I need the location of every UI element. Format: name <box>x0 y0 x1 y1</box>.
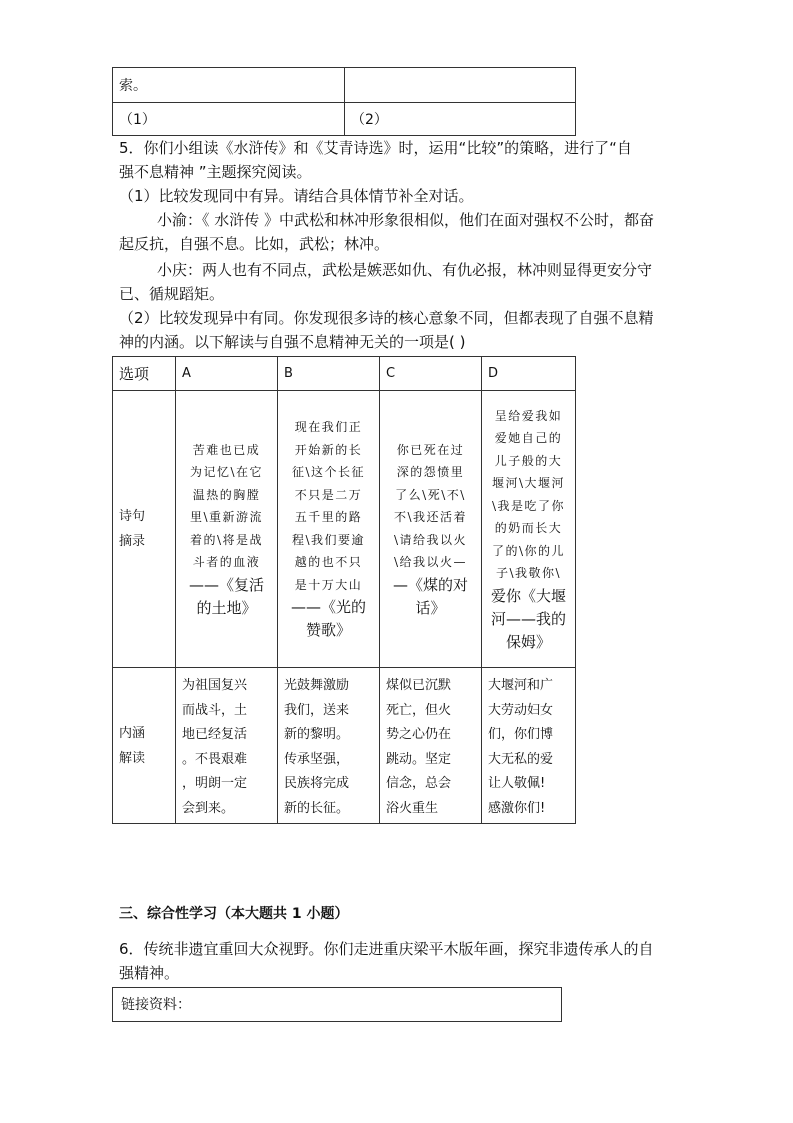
header-a: A <box>176 357 278 391</box>
interpretation-cell-d: 大堰河和广 大劳动妇女 们，你们博 大无私的爱 让人敬佩! 感激你们! <box>482 668 576 824</box>
poem-cell-d: 呈给爱我如 爱她自己的 儿子般的大 堰河\大堰河 \我是吃了你 的奶而长大 了的\你的儿 子\我敬你\ 爱你《大堰 河——我的 保姆》 <box>482 391 576 668</box>
poem-cell-a: 苦难也已成 为记忆\在它 温热的胸膛 里\重新游流 着的\将是战 斗者的血液 ——《复活 的土地》 <box>176 391 278 668</box>
answer-cell-1: （1） <box>113 103 345 136</box>
poem-row-label: 诗句 摘录 <box>113 391 176 668</box>
poem-cell-b: 现在我们正 开始新的长 征\这个长征 不只是二万 五千里的路 程\我们要逾 越的也不只 是十万大山 ——《光的 赞歌》 <box>278 391 380 668</box>
header-b: B <box>278 357 380 391</box>
table-header-row <box>113 357 576 391</box>
q5-stem-line2: 强不息精神 ”主题探究阅读。 <box>119 163 312 181</box>
interpretation-cell-a: 为祖国复兴 而战斗，土 地已经复活 。不畏艰难 ，明朗一定 会到来。 <box>176 668 278 824</box>
q6-stem-line2: 强精神。 <box>119 964 180 982</box>
header-option: 选项 <box>113 357 176 391</box>
link-material-box <box>112 987 562 1022</box>
q5-sub2-line1: （2）比较发现异中有同。你发现很多诗的核心意象不同，但都表现了自强不息精 <box>119 309 654 327</box>
xiaoqing-dialogue-line1: 小庆：两人也有不同点，武松是嫉恶如仇、有仇必报，林冲则显得更安分守 <box>157 261 653 279</box>
answer-cell-2: （2） <box>345 103 576 136</box>
xiaoyu-dialogue-line2: 起反抗，自强不息。比如，武松；林冲。 <box>119 235 390 253</box>
header-d: D <box>482 357 576 391</box>
q6-stem-line1: 6．传统非遗宜重回大众视野。你们走进重庆梁平木版年画，探究非遗传承人的自 <box>119 940 654 958</box>
link-material-label: 链接资料： <box>121 997 191 1013</box>
poem-comparison-table <box>112 356 576 824</box>
answer-table <box>112 67 576 136</box>
poem-cell-c: 你已死在过 深的怨愤里 了么\死\不\ 不\我还活着 \请给我以火 \给我以火— —《煤的对 话》 <box>380 391 482 668</box>
header-c: C <box>380 357 482 391</box>
q5-stem-line1: 5．你们小组读《水浒传》和《艾青诗选》时，运用“比较”的策略，进行了“自 <box>119 139 632 157</box>
answer-cell <box>345 68 576 103</box>
answer-cell: 索。 <box>113 68 345 103</box>
interpretation-row-label: 内涵 解读 <box>113 668 176 824</box>
interpretation-cell-b: 光鼓舞激励 我们，送来 新的黎明。 传承坚强， 民族将完成 新的长征。 <box>278 668 380 824</box>
xiaoqing-dialogue-line2: 已、循规蹈矩。 <box>119 285 225 303</box>
q5-sub1: （1）比较发现同中有异。请结合具体情节补全对话。 <box>119 187 474 205</box>
section-title: 三、综合性学习（本大题共 1 小题） <box>119 906 349 922</box>
poem-row <box>113 391 576 668</box>
interpretation-row <box>113 668 576 824</box>
interpretation-cell-c: 煤似已沉默 死亡，但火 势之心仍在 跳动。坚定 信念，总会 浴火重生 <box>380 668 482 824</box>
xiaoyu-dialogue-line1: 小渝：《 水浒传 》中武松和林冲形象很相似，他们在面对强权不公时，都奋 <box>157 211 655 229</box>
q5-sub2-line2: 神的内涵。以下解读与自强不息精神无关的一项是( ) <box>119 333 466 351</box>
